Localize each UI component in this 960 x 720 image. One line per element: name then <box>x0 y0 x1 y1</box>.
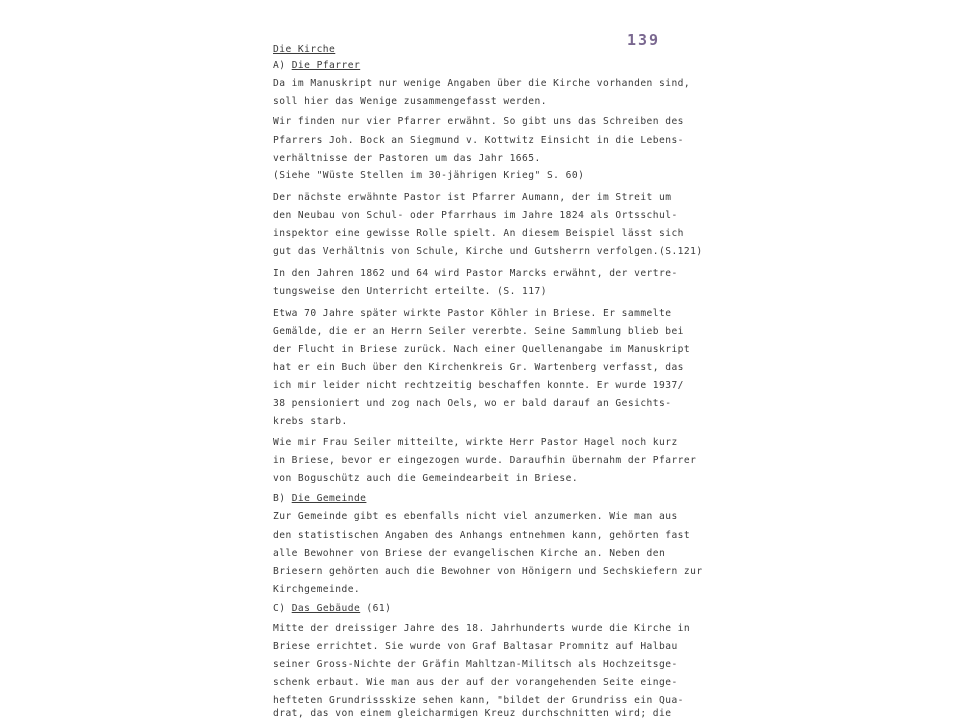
text-line: Gemälde, die er an Herrn Seiler vererbte. Seine Sammlung blieb bei <box>273 326 684 337</box>
text-line: den Neubau von Schul- oder Pfarrhaus im Jahre 1824 als Ortsschul- <box>273 210 678 221</box>
text-line: in Briese, bevor er eingezogen wurde. Daraufhin übernahm der Pfarrer <box>273 455 697 466</box>
text-line: schenk erbaut. Wie man aus der auf der vorangehenden Seite einge- <box>273 677 678 688</box>
text-line: seiner Gross-Nichte der Gräfin Mahltzan-Militsch als Hochzeitsge- <box>273 659 678 670</box>
text-line: drat, das von einem gleicharmigen Kreuz durchschnitten wird; die <box>273 708 672 719</box>
page-number: 139 <box>627 31 661 49</box>
text-line: verhältnisse der Pastoren um das Jahr 1665. <box>273 153 541 164</box>
document-title: Die Kirche <box>273 44 336 55</box>
text-line: den statistischen Angaben des Anhangs entnehmen kann, gehörten fast <box>273 530 691 541</box>
text-line: Pfarrers Joh. Bock an Siegmund v. Kottwitz Einsicht in die Lebens- <box>273 135 684 146</box>
section-a-prefix: A) <box>273 60 292 71</box>
section-b-heading <box>273 493 366 505</box>
text-line: gut das Verhältnis von Schule, Kirche und Gutsherrn verfolgen.(S.121) <box>273 246 703 257</box>
text-line: Wie mir Frau Seiler mitteilte, wirkte Herr Pastor Hagel noch kurz <box>273 437 678 448</box>
section-c-title: Das Gebäude <box>291 603 361 614</box>
section-b-prefix: B) <box>273 493 292 504</box>
text-line: krebs starb. <box>273 416 348 427</box>
text-line: Briesern gehörten auch die Bewohner von Hönigern und Sechskiefern zur <box>273 566 703 577</box>
text-line: von Boguschütz auch die Gemeindearbeit in Briese. <box>273 473 579 484</box>
section-c-prefix: C) <box>273 603 292 614</box>
text-line: Wir finden nur vier Pfarrer erwähnt. So gibt uns das Schreiben des <box>273 116 684 127</box>
text-line: ich mir leider nicht rechtzeitig beschaffen konnte. Er wurde 1937/ <box>273 380 684 391</box>
text-line: soll hier das Wenige zusammengefasst werden. <box>273 96 547 107</box>
text-line: hefteten Grundrissskize sehen kann, "bildet der Grundriss ein Qua- <box>273 695 684 706</box>
section-c-reference: (61) <box>360 603 392 614</box>
text-line: In den Jahren 1862 und 64 wird Pastor Marcks erwähnt, der vertre- <box>273 268 678 279</box>
text-line: Briese errichtet. Sie wurde von Graf Baltasar Promnitz auf Halbau <box>273 641 678 652</box>
text-line: der Flucht in Briese zurück. Nach einer Quellenangabe im Manuskript <box>273 344 691 355</box>
text-line: alle Bewohner von Briese der evangelischen Kirche an. Neben den <box>273 548 666 559</box>
section-a-heading <box>273 60 360 72</box>
text-line: Der nächste erwähnte Pastor ist Pfarrer Aumann, der im Streit um <box>273 192 672 203</box>
section-b-title: Die Gemeinde <box>291 493 367 504</box>
text-line: Zur Gemeinde gibt es ebenfalls nicht viel anzumerken. Wie man aus <box>273 511 678 522</box>
text-line: tungsweise den Unterricht erteilte. (S. 117) <box>273 286 547 297</box>
text-line: inspektor eine gewisse Rolle spielt. An diesem Beispiel lässt sich <box>273 228 684 239</box>
section-c-heading <box>273 603 391 615</box>
text-line: 38 pensioniert und zog nach Oels, wo er bald darauf an Gesichts- <box>273 398 672 409</box>
text-line: Kirchgemeinde. <box>273 584 361 595</box>
section-a-title: Die Pfarrer <box>291 60 361 71</box>
text-line: Da im Manuskript nur wenige Angaben über die Kirche vorhanden sind, <box>273 78 691 89</box>
text-line: Etwa 70 Jahre später wirkte Pastor Köhler in Briese. Er sammelte <box>273 308 672 319</box>
text-line: (Siehe "Wüste Stellen im 30-jährigen Krieg" S. 60) <box>273 170 585 181</box>
text-line: Mitte der dreissiger Jahre des 18. Jahrhunderts wurde die Kirche in <box>273 623 691 634</box>
text-line: hat er ein Buch über den Kirchenkreis Gr. Wartenberg verfasst, das <box>273 362 684 373</box>
